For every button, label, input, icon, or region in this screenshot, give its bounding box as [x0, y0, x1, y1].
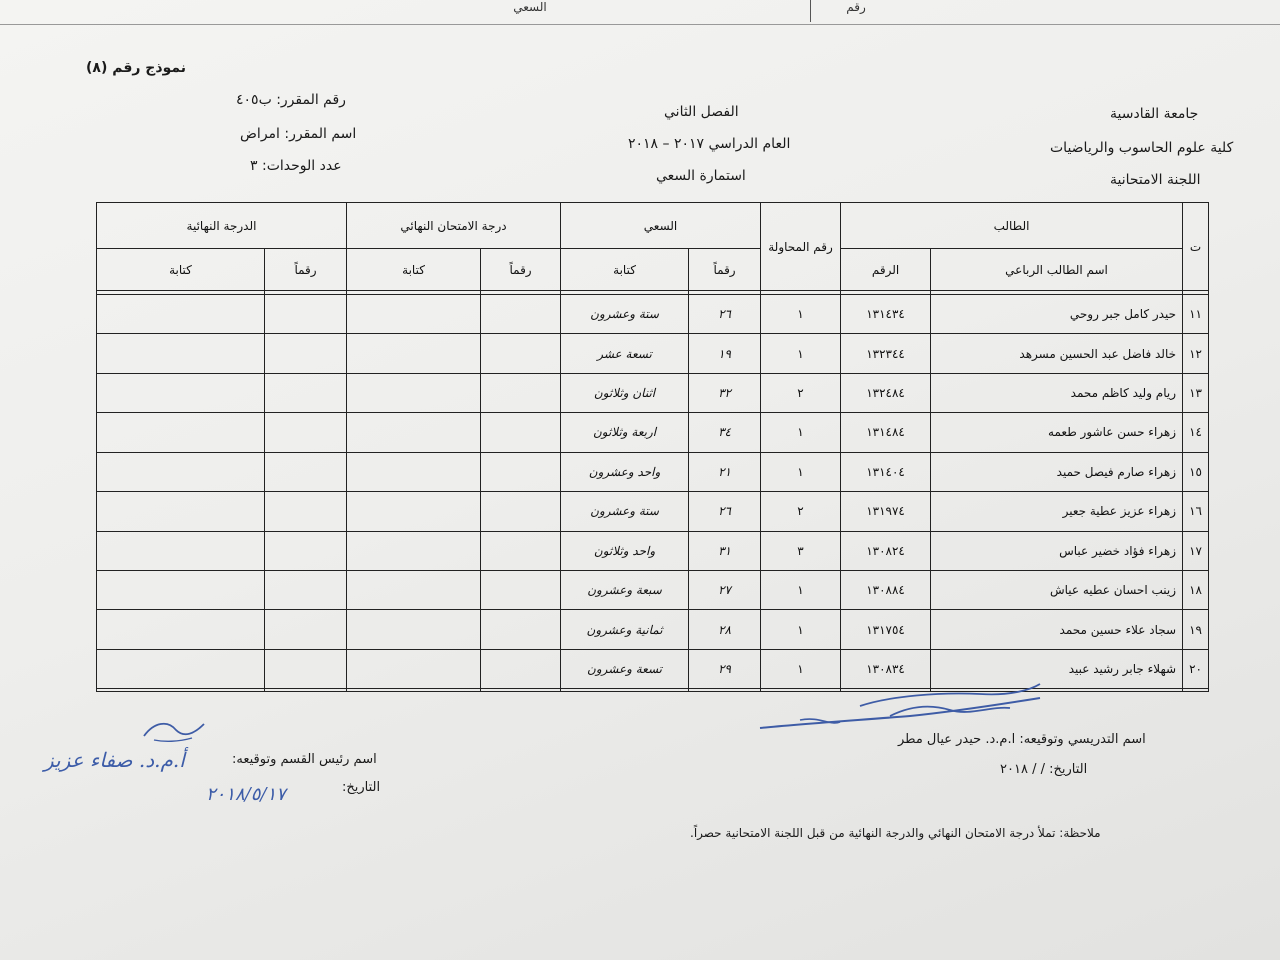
attempt-number: ١ — [761, 413, 841, 452]
exam-words — [347, 610, 481, 649]
student-id: ١٣٢٣٤٤ — [841, 334, 931, 373]
exam-words-header: كتابة — [347, 249, 481, 291]
student-name: زينب احسان عطيه عياش — [931, 570, 1183, 609]
exam-words — [347, 649, 481, 688]
grade-words — [97, 413, 265, 452]
row-seq: ١٣ — [1183, 373, 1209, 412]
grade-words — [97, 334, 265, 373]
effort-words: ستة وعشرون — [561, 295, 689, 334]
col-name-header: اسم الطالب الرباعي — [931, 249, 1183, 291]
student-id: ١٣٠٨٨٤ — [841, 570, 931, 609]
effort-words: واحد وعشرون — [561, 452, 689, 491]
effort-words: سبعة وعشرون — [561, 570, 689, 609]
grade-digits — [265, 373, 347, 412]
col-student-header: الطالب — [841, 203, 1183, 249]
head-of-department-name: أ.م.د. صفاء عزيز — [44, 748, 185, 772]
row-seq: ١٨ — [1183, 570, 1209, 609]
exam-digits-header: رقماً — [481, 249, 561, 291]
student-id: ١٣٢٤٨٤ — [841, 373, 931, 412]
student-id: ١٣١٤٣٤ — [841, 295, 931, 334]
attempt-number: ٢ — [761, 373, 841, 412]
table-row — [97, 373, 1209, 412]
exam-digits — [481, 492, 561, 531]
effort-digits: ١٩ — [689, 334, 761, 373]
grade-digits — [265, 413, 347, 452]
student-name: ريام وليد كاظم محمد — [931, 373, 1183, 412]
head-date-value: ٢٠١٨/٥/١٧ — [206, 784, 286, 805]
grade-words-header: كتابة — [97, 249, 265, 291]
grade-words — [97, 373, 265, 412]
row-seq: ١٩ — [1183, 610, 1209, 649]
grade-digits — [265, 610, 347, 649]
grade-digits — [265, 452, 347, 491]
grade-digits — [265, 334, 347, 373]
form-number: نموذج رقم (٨) — [86, 60, 186, 76]
col-effort-header: السعي — [561, 203, 761, 249]
attempt-number: ١ — [761, 452, 841, 491]
effort-digits: ٢٩ — [689, 649, 761, 688]
effort-words-header: كتابة — [561, 249, 689, 291]
student-name: شهلاء جابر رشيد عبيد — [931, 649, 1183, 688]
effort-digits: ٣٤ — [689, 413, 761, 452]
table-row — [97, 531, 1209, 570]
exam-words — [347, 452, 481, 491]
university-name: جامعة القادسية — [1110, 106, 1199, 122]
effort-digits: ٢٧ — [689, 570, 761, 609]
student-id: ١٣٠٨٢٤ — [841, 531, 931, 570]
effort-words: تسعة عشر — [561, 334, 689, 373]
effort-words: ستة وعشرون — [561, 492, 689, 531]
course-number: رقم المقرر: ب٤٠٥ — [236, 92, 346, 108]
row-seq: ١٤ — [1183, 413, 1209, 452]
grade-words — [97, 649, 265, 688]
row-seq: ١١ — [1183, 295, 1209, 334]
student-name: سجاد علاء حسين محمد — [931, 610, 1183, 649]
effort-words: اثنان وثلاثون — [561, 373, 689, 412]
row-seq: ١٥ — [1183, 452, 1209, 491]
effort-words: ثمانية وعشرون — [561, 610, 689, 649]
student-id: ١٣١٤٠٤ — [841, 452, 931, 491]
attempt-number: ٢ — [761, 492, 841, 531]
student-name: خالد فاضل عبد الحسين مسرهد — [931, 334, 1183, 373]
student-id: ١٣١٤٨٤ — [841, 413, 931, 452]
strip-right-label: رقم — [810, 0, 901, 22]
head-date-label: التاريخ: — [342, 780, 381, 795]
effort-digits: ٣١ — [689, 531, 761, 570]
exam-digits — [481, 452, 561, 491]
student-name: زهراء عزيز عطية جعير — [931, 492, 1183, 531]
strip-mid-label: السعي — [513, 0, 547, 14]
exam-words — [347, 570, 481, 609]
student-name: حيدر كامل جبر روحي — [931, 295, 1183, 334]
row-seq: ١٢ — [1183, 334, 1209, 373]
exam-digits — [481, 373, 561, 412]
exam-digits — [481, 610, 561, 649]
course-name: اسم المقرر: امراض — [240, 126, 357, 142]
grade-words — [97, 452, 265, 491]
exam-digits — [481, 295, 561, 334]
exam-words — [347, 295, 481, 334]
student-name: زهراء حسن عاشور طعمه — [931, 413, 1183, 452]
grade-digits-header: رقماً — [265, 249, 347, 291]
effort-words: اربعة وثلاثون — [561, 413, 689, 452]
effort-digits: ٢٦ — [689, 492, 761, 531]
exam-digits — [481, 413, 561, 452]
table-row — [97, 570, 1209, 609]
grade-words — [97, 492, 265, 531]
academic-year: العام الدراسي ٢٠١٧ – ٢٠١٨ — [628, 136, 791, 152]
exam-digits — [481, 334, 561, 373]
attempt-number: ١ — [761, 295, 841, 334]
table-row — [97, 334, 1209, 373]
previous-page-strip — [0, 0, 1280, 25]
effort-digits: ٣٢ — [689, 373, 761, 412]
grade-digits — [265, 531, 347, 570]
grade-digits — [265, 295, 347, 334]
table-row — [97, 492, 1209, 531]
grades-table — [96, 202, 1209, 692]
attempt-number: ١ — [761, 610, 841, 649]
instructor-name: اسم التدريسي وتوقيعه: ا.م.د. حيدر عيال مطر — [898, 732, 1146, 747]
exam-words — [347, 492, 481, 531]
grade-digits — [265, 570, 347, 609]
student-id: ١٣٠٨٣٤ — [841, 649, 931, 688]
grade-words — [97, 531, 265, 570]
exam-digits — [481, 531, 561, 570]
exam-digits — [481, 570, 561, 609]
effort-digits: ٢١ — [689, 452, 761, 491]
effort-words: تسعة وعشرون — [561, 649, 689, 688]
attempt-number: ١ — [761, 334, 841, 373]
table-row — [97, 295, 1209, 334]
instructor-date: التاريخ: / / ٢٠١٨ — [1000, 762, 1088, 777]
form-title: استمارة السعي — [656, 168, 746, 184]
table-row — [97, 452, 1209, 491]
exam-words — [347, 531, 481, 570]
attempt-number: ٣ — [761, 531, 841, 570]
exam-words — [347, 413, 481, 452]
grade-words — [97, 570, 265, 609]
exam-words — [347, 334, 481, 373]
grade-words — [97, 295, 265, 334]
semester: الفصل الثاني — [664, 104, 739, 120]
col-attempt-header: رقم المحاولة — [761, 203, 841, 291]
col-id-header: الرقم — [841, 249, 931, 291]
col-seq-header: ت — [1183, 203, 1209, 291]
committee-name: اللجنة الامتحانية — [1110, 172, 1201, 188]
row-seq: ٢٠ — [1183, 649, 1209, 688]
col-final-exam-header: درجة الامتحان النهائي — [347, 203, 561, 249]
exam-digits — [481, 649, 561, 688]
student-name: زهراء صارم فيصل حميد — [931, 452, 1183, 491]
row-seq: ١٦ — [1183, 492, 1209, 531]
college-name: كلية علوم الحاسوب والرياضيات — [1050, 140, 1234, 156]
effort-digits-header: رقماً — [689, 249, 761, 291]
grade-words — [97, 610, 265, 649]
table-row — [97, 413, 1209, 452]
attempt-number: ١ — [761, 649, 841, 688]
grade-digits — [265, 492, 347, 531]
effort-digits: ٢٨ — [689, 610, 761, 649]
col-final-grade-header: الدرجة النهائية — [97, 203, 347, 249]
row-seq: ١٧ — [1183, 531, 1209, 570]
student-id: ١٣١٩٧٤ — [841, 492, 931, 531]
exam-words — [347, 373, 481, 412]
effort-words: واحد وثلاثون — [561, 531, 689, 570]
attempt-number: ١ — [761, 570, 841, 609]
effort-digits: ٢٦ — [689, 295, 761, 334]
student-id: ١٣١٧٥٤ — [841, 610, 931, 649]
student-name: زهراء فؤاد خضير عباس — [931, 531, 1183, 570]
head-signature — [134, 712, 214, 746]
table-row — [97, 610, 1209, 649]
footnote: ملاحظة: تملأ درجة الامتحان النهائي والدرجة النهائية من قبل اللجنة الامتحانية حصراً. — [690, 826, 1101, 840]
course-units: عدد الوحدات: ٣ — [250, 158, 342, 174]
grade-digits — [265, 649, 347, 688]
head-of-department-label: اسم رئيس القسم وتوقيعه: — [232, 752, 377, 767]
